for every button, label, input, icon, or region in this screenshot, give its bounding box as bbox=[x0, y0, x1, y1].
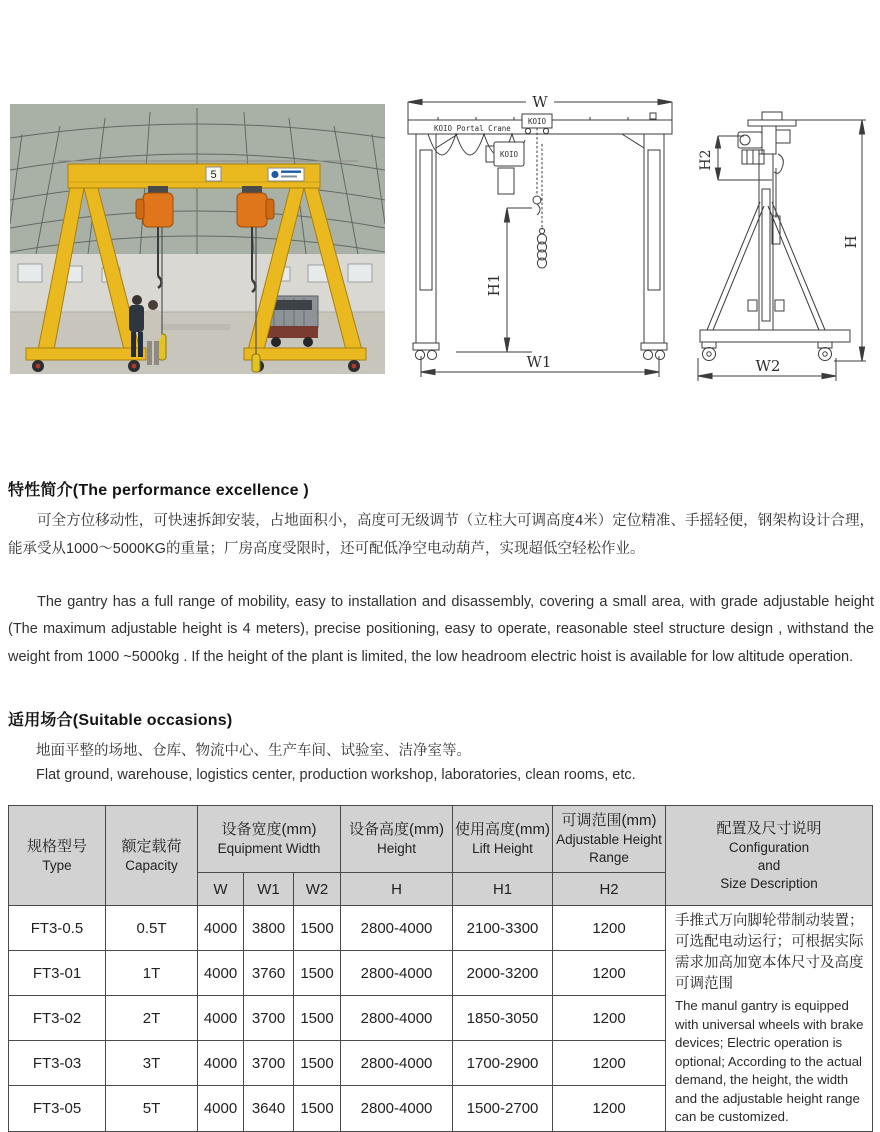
cell-h2: 1200 bbox=[553, 996, 666, 1041]
cell-w1: 3640 bbox=[244, 1086, 294, 1131]
cell-w2: 1500 bbox=[294, 996, 341, 1041]
cell-h2: 1200 bbox=[553, 906, 666, 951]
left-foot-beam bbox=[26, 348, 146, 360]
cell-capacity: 2T bbox=[106, 996, 198, 1041]
cell-w: 4000 bbox=[198, 951, 244, 996]
cell-w1: 3800 bbox=[244, 906, 294, 951]
header-type-zh: 规格型号 bbox=[26, 837, 87, 855]
floor-shadow bbox=[160, 324, 230, 330]
header-configuration-en1: Configuration bbox=[728, 839, 810, 855]
header-configuration bbox=[666, 806, 873, 906]
gantry-crane-photo-illustration bbox=[10, 104, 385, 374]
cell-w: 4000 bbox=[198, 996, 244, 1041]
subheader-w2: W2 bbox=[294, 873, 341, 906]
cell-w: 4000 bbox=[198, 1041, 244, 1086]
spec-table bbox=[8, 805, 873, 1132]
header-type bbox=[9, 806, 106, 906]
cell-h: 2800-4000 bbox=[341, 951, 453, 996]
cell-type: FT3-02 bbox=[9, 996, 106, 1041]
header-configuration-zh: 配置及尺寸说明 bbox=[716, 819, 822, 837]
front-view-drawing bbox=[398, 90, 682, 386]
side-view-diagram bbox=[684, 94, 876, 390]
hoist-label: KOIO bbox=[499, 150, 519, 159]
occasions-line-en: Flat ground, warehouse, logistics center, production workshop, laboratories, clean rooms, etc. bbox=[36, 766, 636, 783]
beam-logo bbox=[268, 168, 304, 181]
product-photo bbox=[10, 104, 385, 374]
header-configuration-en3: Size Description bbox=[720, 875, 818, 891]
header-row-1 bbox=[9, 806, 873, 873]
subheader-h1: H1 bbox=[453, 873, 553, 906]
cell-w2: 1500 bbox=[294, 906, 341, 951]
dim-h1-label: H1 bbox=[485, 273, 503, 297]
cell-h2: 1200 bbox=[553, 1086, 666, 1131]
cell-type: FT3-0.5 bbox=[9, 906, 106, 951]
cell-h2: 1200 bbox=[553, 951, 666, 996]
header-capacity-en: Capacity bbox=[125, 857, 178, 873]
side-view-drawing bbox=[684, 94, 876, 390]
configuration-description-cell bbox=[666, 906, 873, 1132]
cell-h: 2800-4000 bbox=[341, 1041, 453, 1086]
cell-type: FT3-03 bbox=[9, 1041, 106, 1086]
cell-w2: 1500 bbox=[294, 1041, 341, 1086]
header-configuration-en2: and bbox=[757, 857, 781, 873]
cell-h1: 2100-3300 bbox=[453, 906, 553, 951]
cell-capacity: 3T bbox=[106, 1041, 198, 1086]
warehouse-floor bbox=[10, 312, 385, 374]
subheader-w1: W1 bbox=[244, 873, 294, 906]
cell-h2: 1200 bbox=[553, 1041, 666, 1086]
subheader-w: W bbox=[198, 873, 244, 906]
header-height-en: Height bbox=[377, 841, 417, 856]
table-row bbox=[9, 906, 873, 951]
header-capacity-zh: 额定载荷 bbox=[121, 837, 182, 855]
dim-w-label: W bbox=[532, 93, 548, 111]
configuration-description-zh: 手推式万向脚轮带制动装置；可选配电动运行；可根据实际需求加高加宽本体尺寸及高度可调范围 bbox=[675, 913, 864, 992]
cell-w1: 3700 bbox=[244, 1041, 294, 1086]
cell-capacity: 1T bbox=[106, 951, 198, 996]
cell-w2: 1500 bbox=[294, 1086, 341, 1131]
occasions-line-zh: 地面平整的场地、仓库、物流中心、生产车间、试验室、洁净室等。 bbox=[36, 742, 471, 759]
performance-paragraph-zh: 可全方位移动性，可快速拆卸安装，占地面积小，高度可无级调节（立柱大可调高度4米）定位精准、手摇轻便，钢架构设计合理，能承受从1000～5000KG的重量；厂房高度受限时，还可配低净空电动葫芦，实现超低空轻松作业。 bbox=[8, 512, 874, 557]
header-type-en: Type bbox=[42, 857, 72, 873]
cell-capacity: 5T bbox=[106, 1086, 198, 1131]
cell-w1: 3700 bbox=[244, 996, 294, 1041]
cell-capacity: 0.5T bbox=[106, 906, 198, 951]
cell-h1: 1500-2700 bbox=[453, 1086, 553, 1131]
header-height-zh: 设备高度(mm) bbox=[349, 821, 445, 838]
dim-w2-label: W2 bbox=[755, 357, 781, 375]
occasions-heading: 适用场合(Suitable occasions) bbox=[8, 712, 233, 730]
header-adjustable-zh: 可调范围(mm) bbox=[561, 812, 657, 829]
header-equipment-width-zh: 设备宽度(mm) bbox=[221, 821, 317, 838]
header-equipment-width-en: Equipment Width bbox=[217, 841, 321, 856]
performance-paragraph-en: The gantry has a full range of mobility, easy to installation and disassembly, covering a small area, with grade adjustable height (The maximum adjustable height is 4 meters), precise positioning, easy to operate, reasonable steel structure design , withstand the weight from 1000 ~5000kg . If the height of the plant is limited, the low headroom electric hoist is available for low altitude operation. bbox=[8, 593, 874, 665]
dim-h-label: H bbox=[842, 235, 860, 249]
header-adjustable-en: Adjustable Height Range bbox=[556, 832, 662, 865]
cell-w1: 3760 bbox=[244, 951, 294, 996]
header-adjustable bbox=[553, 806, 666, 873]
performance-heading: 特性简介(The performance excellence ) bbox=[8, 482, 309, 500]
cell-type: FT3-01 bbox=[9, 951, 106, 996]
front-view-diagram bbox=[398, 90, 682, 386]
beam-brand-text: KOIO Portal Crane bbox=[434, 124, 511, 133]
dim-w1-label: W1 bbox=[526, 353, 552, 371]
header-height bbox=[341, 806, 453, 873]
trolley-label: KOIO bbox=[527, 117, 547, 126]
right-foot-beam bbox=[244, 348, 366, 360]
capacity-badge-text: 5 bbox=[210, 169, 217, 181]
cell-h: 2800-4000 bbox=[341, 906, 453, 951]
subheader-h: H bbox=[341, 873, 453, 906]
cell-type: FT3-05 bbox=[9, 1086, 106, 1131]
dim-h2-label: H2 bbox=[698, 149, 714, 171]
cell-h1: 2000-3200 bbox=[453, 951, 553, 996]
cell-w: 4000 bbox=[198, 1086, 244, 1131]
configuration-description-en: The manul gantry is equipped with universal wheels with brake devices; Electric operation is optional; According to the actual demand, the height, the width and the adjustable height range can be customized. bbox=[675, 998, 864, 1124]
header-equipment-width bbox=[198, 806, 341, 873]
cell-h: 2800-4000 bbox=[341, 996, 453, 1041]
cell-h1: 1700-2900 bbox=[453, 1041, 553, 1086]
header-lift-height bbox=[453, 806, 553, 873]
cell-h1: 1850-3050 bbox=[453, 996, 553, 1041]
cell-h: 2800-4000 bbox=[341, 1086, 453, 1131]
header-capacity bbox=[106, 806, 198, 906]
subheader-h2: H2 bbox=[553, 873, 666, 906]
header-lift-height-en: Lift Height bbox=[472, 841, 533, 856]
header-lift-height-zh: 使用高度(mm) bbox=[455, 821, 551, 838]
cell-w2: 1500 bbox=[294, 951, 341, 996]
cell-w: 4000 bbox=[198, 906, 244, 951]
